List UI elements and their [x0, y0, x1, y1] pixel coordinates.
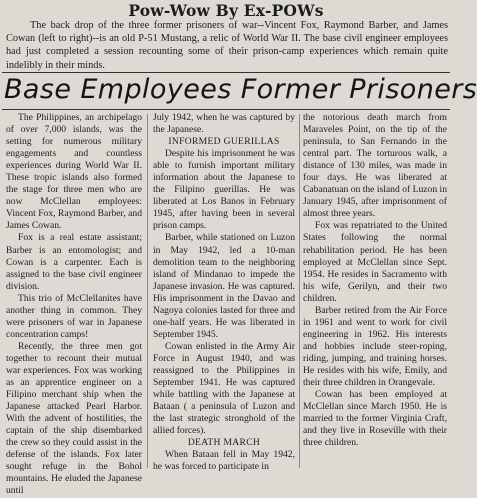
- article-column-3: [303, 112, 447, 470]
- article-paragraph: Despite his imprisonment he was able to furnish important military information about the Japanese to the Filipino guerillas. He was liberated at Los Banos in February 1945, after having been in several prison camps.: [153, 148, 295, 232]
- article-column-2: [153, 112, 295, 473]
- article-paragraph: When Bataan fell in May 1942, he was forced to participate in: [153, 449, 295, 473]
- continued-paragraph: July 1942, when he was captured by the Japanese.: [153, 112, 295, 136]
- article-paragraph: Fox was repatriated to the United States following the normal rehabilitation period. He has been employed at McClellan since Sept. 1954. He resides in Sacramento with his wife, Gerilyn, and their two children.: [303, 220, 447, 304]
- section-subhead: DEATH MARCH: [187, 437, 261, 449]
- article-paragraph: This trio of McClellanites have another thing in common. They were prisoners of war in Japanese concentration camps!: [6, 292, 142, 340]
- article-headline: Base Employees Former Prisoners: [4, 74, 477, 105]
- article-paragraph: Recently, the three men got together to recount their mutual war experiences. Fox was working as an apprentice engineer on a Filipino merchant ship when the Japanese attacked Pearl Harbor. With the advent of hostilities, the captain of the ship disembarked the crew so they could assist in the defense of the islands. Fox later sought refuge in the Bohol mountains. He eluded the Japanese until: [6, 340, 142, 497]
- caption-title: Pow-Wow By Ex-POWs: [128, 1, 324, 20]
- article-column-1: [6, 112, 142, 497]
- section-subhead: INFORMED GUERILLAS: [168, 136, 280, 148]
- headline-rule: [2, 109, 450, 110]
- continued-paragraph: the notorious death march from Maraveles Point, on the tip of the peninsula, to San Fernando in the central part. The torturous walk, a distance of 130 miles, was made in four days. He was liberated at Cabanatuan on the island of Luzon in January 1945, after imprisonment of almost three years.: [303, 112, 447, 220]
- article-paragraph: Barber, while stationed on Luzon in May 1942, led a 10-man demolition team to the neighboring island of Mindanao to impede the Japanese invasion. He was captured. His imprisonment in the Davao and Nagoya colonies lasted for three and one-half years. He was liberated in September 1945.: [153, 232, 295, 340]
- article-paragraph: Fox is a real estate assistant; Barber is an entomologist; and Cowan is a carpenter. Each is assigned to the base civil engineer division.: [6, 232, 142, 292]
- column-divider: [147, 114, 148, 468]
- article-paragraph: Cowan has been employed at McClellan since March 1950. He is married to the former Virginia Craft, and they live in Roseville with their three children.: [303, 389, 447, 449]
- caption-body: The back drop of the three former prisoners of war--Vincent Fox, Raymond Barber, and James Cowan (left to right)--is an old P-51 Mustang, a relic of World War II. The base civil engineer employees had just completed a session recounting some of their prison-camp experiences which remain quite indelibly in their minds.: [6, 20, 448, 71]
- article-paragraph: Barber retired from the Air Force in 1961 and went to work for civil engineering in 1962. His interests and hobbies include steer-roping, riding, jumping, and training horses. He resides with his wife, Emily, and their three children in Orangevale.: [303, 304, 447, 389]
- article-paragraph: The Philippines, an archipelago of over 7,000 islands, was the setting for numerous military engagements and countless experiences during World War II. These tropic islands also formed the stage for three men who are now McClellan employees: Vincent Fox, Raymond Barber, and James Cowan.: [6, 112, 142, 232]
- article-paragraph: Cowan enlisted in the Army Air Force in August 1940, and was reassigned to the Philippines in September 1941. He was captured while battling with the Japanese at Bataan ( a peninsula of Luzon and the last strategic stronghold of the allied forces).: [153, 340, 295, 437]
- top-rule: [2, 72, 450, 73]
- column-divider: [299, 114, 300, 468]
